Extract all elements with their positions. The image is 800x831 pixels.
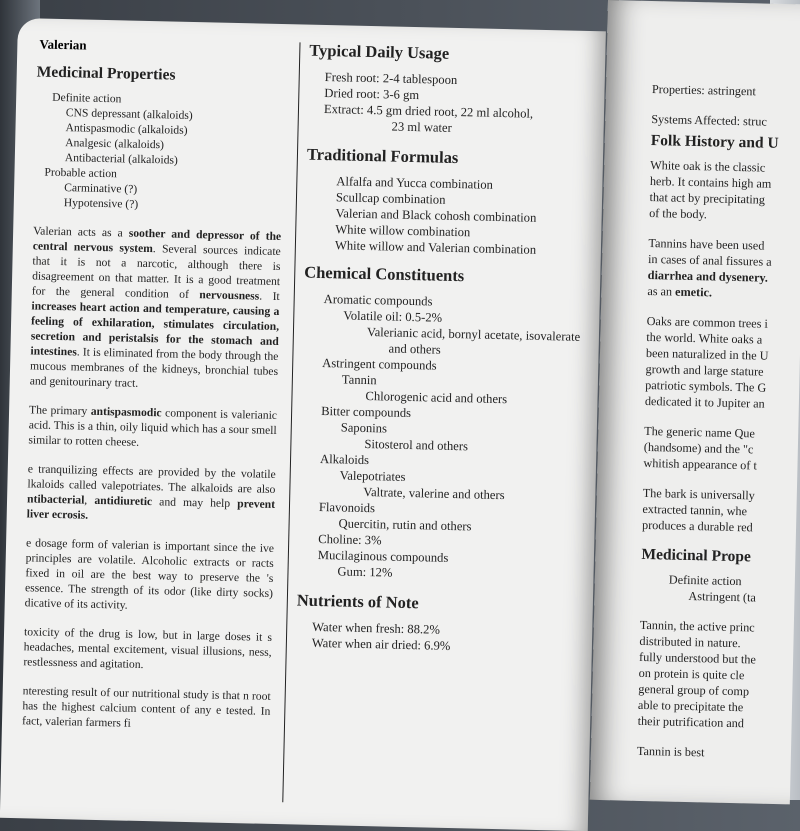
- text-line: been naturalized in the U: [646, 346, 769, 363]
- constituent-line: Choline: 3%: [298, 530, 568, 552]
- text-line: fully understood but the: [639, 650, 756, 667]
- constituent-line: Valepotriates: [300, 467, 570, 489]
- paragraph-tranquilizing: [27, 461, 276, 527]
- text-line: patriotic symbols. The G: [645, 378, 766, 395]
- property-item: Hypotensive (?): [34, 194, 282, 215]
- property-item: Antibacterial (alkaloids): [35, 149, 283, 170]
- usage-line: Extract: 4.5 gm dried root, 22 ml alcohol,: [308, 101, 578, 123]
- paragraph-antispasmodic: [28, 402, 277, 453]
- text-line: produces a durable red: [642, 518, 753, 535]
- constituent-line: Quercitin, rutin and others: [298, 514, 568, 536]
- right-page: [590, 0, 800, 804]
- folk-history-heading: Folk History and U: [651, 133, 800, 154]
- text-line: Tannins have been used: [648, 236, 764, 253]
- text-line: Oaks are common trees i: [647, 314, 768, 331]
- bold-text: antidiuretic: [94, 494, 152, 508]
- property-item: Antispasmodic (alkaloids): [35, 119, 283, 140]
- formula-item: White willow combination: [305, 221, 575, 243]
- bold-text: emetic.: [675, 285, 712, 300]
- definite-action-label: Definite action: [641, 572, 742, 588]
- definite-action-label: Definite action: [36, 89, 284, 110]
- text-run: Valerian acts as a: [33, 224, 129, 239]
- right-column: [296, 43, 580, 657]
- formulas-list: [305, 173, 577, 259]
- text-run: ,: [84, 494, 94, 507]
- text-line: general group of comp: [638, 682, 749, 699]
- text-line: their putrification and: [637, 714, 744, 730]
- text-run: . It: [259, 290, 280, 303]
- text-run: e tranquilizing effects are provided by the volatile lkaloids called valepotriates. The alkaloids are also: [27, 462, 276, 496]
- constituent-line: Valtrate, valerine and others: [299, 483, 569, 505]
- paragraph-tannin-active: [637, 617, 800, 734]
- left-column: [22, 64, 285, 747]
- constituent-line: Chlorogenic acid and others: [301, 387, 571, 409]
- nutrients-of-note-heading: Nutrients of Note: [297, 592, 567, 614]
- property-item: CNS depressant (alkaloids): [36, 104, 284, 125]
- text-line: of the body.: [649, 206, 707, 221]
- text-line: White oak is the classic: [650, 158, 765, 175]
- text-line: the world. White oaks a: [646, 330, 762, 347]
- running-header: Valerian: [39, 36, 87, 53]
- nutrient-line: Water when fresh: 88.2%: [296, 618, 566, 640]
- paragraph-toxicity: toxicity of the drug is low, but in large doses it s headaches, mental excitement, visual illusions, ness, restlessness and agitation.: [23, 624, 272, 675]
- left-page: [0, 18, 606, 831]
- text-line: dedicated it to Jupiter an: [645, 394, 765, 411]
- constituent-line: Bitter compounds: [301, 403, 571, 425]
- text-line: in cases of anal fissures a: [648, 252, 772, 269]
- usage-list: [307, 69, 578, 139]
- text-run: . It is eliminated from the body through the mucous membranes of the kidneys, bronchial tubes and genitourinary tract.: [30, 345, 279, 389]
- bold-text: antispasmodic: [91, 405, 162, 420]
- property-item: Carminative (?): [34, 179, 282, 200]
- constituent-line: Sitosterol and others: [300, 435, 570, 457]
- medicinal-properties-heading-right: Medicinal Prope: [641, 547, 800, 568]
- bold-text: increases heart action and temperature, causing a feeling of exhilaration, stimulates circulation, secretion and peristalsis for the stomach and intestines: [30, 299, 279, 358]
- systems-line: Systems Affected: struc: [651, 111, 800, 132]
- constituent-line: Aromatic compounds: [304, 291, 574, 313]
- text-line: (handsome) and the "c: [644, 440, 754, 456]
- bold-text: diarrhea and dysenery.: [648, 268, 768, 285]
- text-line: growth and large stature: [645, 362, 763, 379]
- constituent-line: Volatile oil: 0.5-2%: [303, 307, 573, 329]
- constituents-list: [297, 291, 573, 585]
- text-line: Tannin, the active princ: [640, 618, 755, 635]
- constituent-line: Alkaloids: [300, 451, 570, 473]
- text-run: component is valerianic acid. This is a thin, oily liquid which has a sour smell similar to rotten cheese.: [28, 406, 277, 448]
- text-run: and may help: [152, 495, 237, 510]
- text-line: The generic name Que: [644, 424, 755, 441]
- text-line: that act by precipitating: [649, 190, 765, 207]
- definite-action-block: [640, 571, 800, 608]
- constituent-line: and others: [302, 339, 572, 361]
- column-divider: [282, 42, 300, 802]
- paragraph-bark: [642, 485, 800, 538]
- text-line: able to precipitate the: [638, 698, 744, 714]
- chemical-constituents-heading: Chemical Constituents: [304, 265, 574, 287]
- usage-line: Fresh root: 2-4 tablespoon: [309, 69, 579, 91]
- bold-text: nervousness: [199, 288, 259, 302]
- formula-item: Alfalfa and Yucca combination: [306, 173, 576, 195]
- constituent-line: Mucilaginous compounds: [298, 546, 568, 568]
- property-item: Astringent (ta: [640, 588, 756, 605]
- formula-item: White willow and Valerian combination: [305, 237, 575, 259]
- typical-daily-usage-heading: Typical Daily Usage: [309, 43, 579, 65]
- text-line: The bark is universally: [643, 486, 755, 503]
- usage-line: 23 ml water: [307, 117, 577, 139]
- paragraph-tannin-best: Tannin is best: [637, 743, 800, 764]
- text-line: extracted tannin, whe: [642, 502, 747, 518]
- properties-line: Properties: astringent: [652, 81, 800, 102]
- traditional-formulas-heading: Traditional Formulas: [307, 147, 577, 169]
- text-line: on protein is quite cle: [639, 666, 745, 682]
- constituent-line: Astringent compounds: [302, 355, 572, 377]
- bold-text: soother and depressor of the central nervous system: [33, 227, 282, 256]
- text-line: herb. It contains high am: [650, 174, 772, 191]
- constituent-line: Tannin: [302, 371, 572, 393]
- nutrient-line: Water when air dried: 6.9%: [296, 634, 566, 656]
- medicinal-properties-list: [34, 89, 285, 215]
- paragraph-nutritional: nteresting result of our nutritional study is that n root has the highest calcium content of any e tested. In fact, valerian farmers fi: [22, 683, 271, 734]
- property-item: Analgesic (alkaloids): [35, 134, 283, 155]
- text-line: whitish appearance of t: [643, 456, 757, 473]
- paragraph-tannins-used: [647, 235, 800, 304]
- usage-line: Dried root: 3-6 gm: [308, 85, 578, 107]
- text-run: . Several sources indicate that it is not a narcotic, although there is disagreement on that matter. It is a good treatment for the general condition of: [32, 242, 281, 301]
- paragraph-dosage: e dosage form of valerian is important since the ive principles are volatile. Alcoholic extracts or racts fixed in oil are the best way to preserve the 's essence. The strength of its odor (like dirty socks) dicative of its activity.: [25, 535, 275, 616]
- constituent-line: Valerianic acid, bornyl acetate, isovalerate: [303, 323, 573, 345]
- probable-action-label: Probable action: [34, 164, 282, 185]
- medicinal-properties-heading: Medicinal Properties: [37, 64, 285, 85]
- formula-item: Valerian and Black cohosh combination: [305, 205, 575, 227]
- bold-text: prevent liver ecrosis.: [27, 497, 276, 522]
- bold-text: ntibacterial: [27, 492, 85, 506]
- text-run: The primary: [29, 403, 91, 417]
- right-page-content: [636, 81, 800, 777]
- text-run: as an: [647, 284, 675, 299]
- constituent-line: Saponins: [301, 419, 571, 441]
- paragraph-generic-name: [643, 423, 800, 476]
- paragraph-white-oak: [649, 157, 800, 226]
- formula-item: Scullcap combination: [306, 189, 576, 211]
- constituent-line: Gum: 12%: [297, 562, 567, 584]
- paragraph-soother: [30, 223, 282, 394]
- paragraph-oaks: [645, 313, 800, 414]
- constituent-line: Flavonoids: [299, 499, 569, 521]
- nutrients-list: [296, 618, 567, 656]
- text-line: distributed in nature.: [639, 634, 740, 650]
